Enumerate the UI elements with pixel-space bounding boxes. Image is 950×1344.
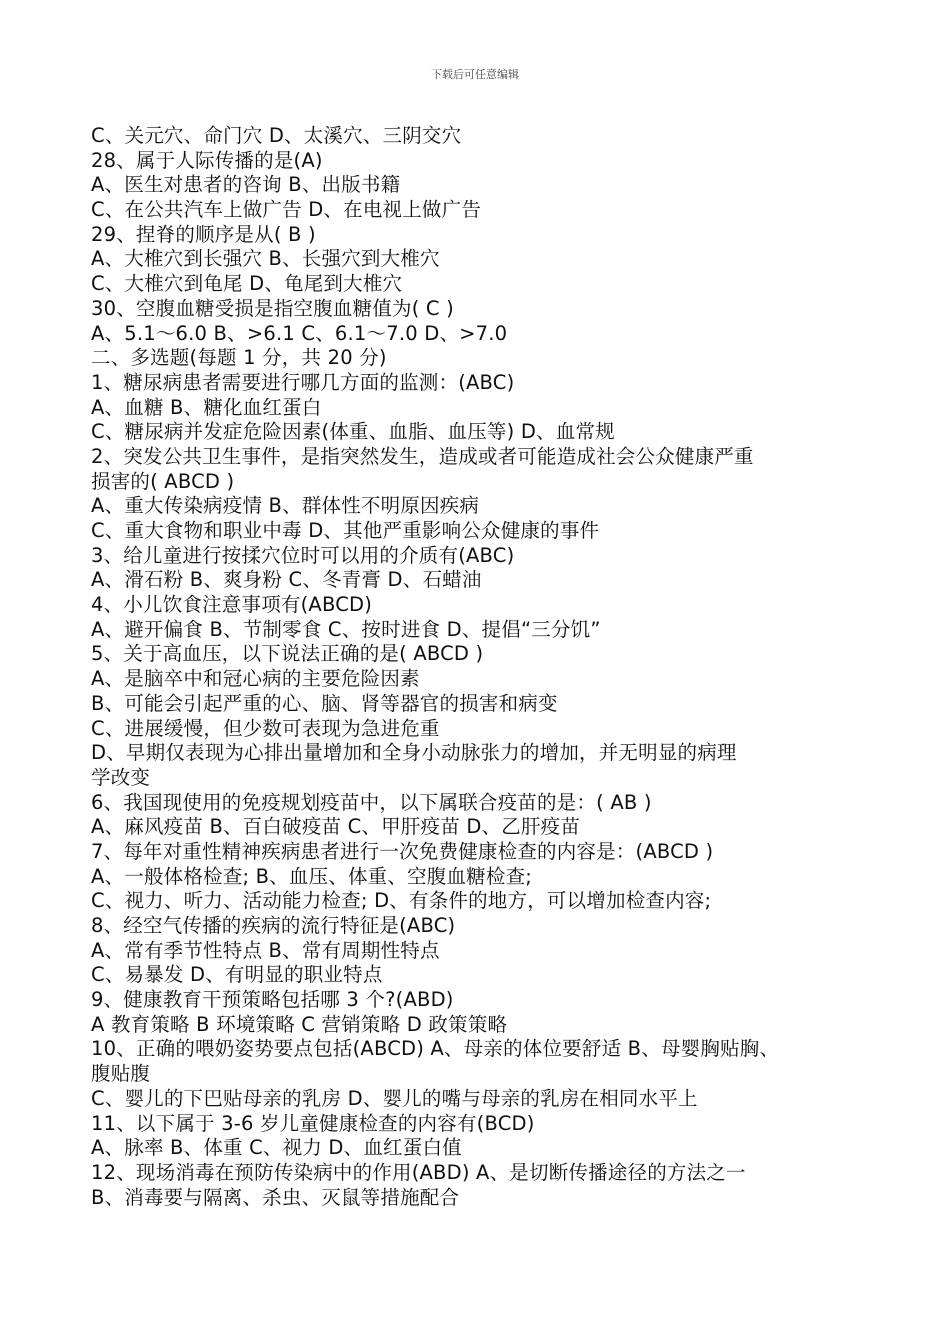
document-body [91, 124, 871, 1210]
text-line: C、视力、听力、活动能力检查; D、有条件的地方，可以增加检查内容; [91, 889, 712, 913]
text-line: A、医生对患者的咨询 B、出版书籍 [91, 173, 401, 197]
text-line: C、婴儿的下巴贴母亲的乳房 D、婴儿的嘴与母亲的乳房在相同水平上 [91, 1086, 698, 1110]
text-line: 6、我国现使用的免疫规划疫苗中，以下属联合疫苗的是：( AB ) [91, 790, 652, 814]
text-line: A 教育策略 B 环境策略 C 营销策略 D 政策策略 [91, 1012, 508, 1036]
text-line: A、常有季节性特点 B、常有周期性特点 [91, 938, 440, 962]
text-line: 11、以下属于 3-6 岁儿童健康检查的内容有(BCD) [91, 1111, 535, 1135]
text-line: 30、空腹血糖受损是指空腹血糖值为( C ) [91, 296, 454, 320]
text-line: 4、小儿饮食注意事项有(ABCD) [91, 593, 373, 617]
text-line: 1、糖尿病患者需要进行哪几方面的监测：(ABC) [91, 370, 515, 394]
text-line: C、重大食物和职业中毒 D、其他严重影响公众健康的事件 [91, 519, 600, 542]
text-line: 学改变 [91, 765, 151, 789]
text-line: 损害的( ABCD ) [91, 469, 235, 493]
text-line: C、大椎穴到龟尾 D、龟尾到大椎穴 [91, 272, 403, 296]
text-line: 9、健康教育干预策略包括哪 3 个?(ABD) [91, 988, 454, 1012]
text-line: A、一般体格检查; B、血压、体重、空腹血糖检查; [91, 864, 533, 888]
text-line: A、血糖 B、糖化血红蛋白 [91, 395, 322, 419]
text-line: 二、多选题(每题 1 分，共 20 分) [91, 346, 387, 370]
text-line: 7、每年对重性精神疾病患者进行一次免费健康检查的内容是：(ABCD ) [91, 839, 714, 863]
text-line: A、大椎穴到长强穴 B、长强穴到大椎穴 [91, 247, 440, 271]
text-line: 10、正确的喂奶姿势要点包括(ABCD) A、母亲的体位要舒适 B、母婴胸贴胸、 [91, 1037, 780, 1061]
text-line: 3、给儿童进行按揉穴位时可以用的介质有(ABC) [91, 543, 515, 567]
text-line: 2、突发公共卫生事件，是指突然发生，造成或者可能造成社会公众健康严重 [91, 444, 754, 468]
text-line: A、重大传染病疫情 B、群体性不明原因疾病 [91, 494, 480, 518]
text-line: 8、经空气传播的疾病的流行特征是(ABC) [91, 914, 456, 937]
text-line: D、早期仅表现为心排出量增加和全身小动脉张力的增加，并无明显的病理 [91, 741, 737, 765]
text-line: 12、现场消毒在预防传染病中的作用(ABD) A、是切断传播途径的方法之一 [91, 1160, 746, 1184]
text-line: C、关元穴、命门穴 D、太溪穴、三阴交穴 [91, 124, 462, 147]
text-line: C、进展缓慢，但少数可表现为急进危重 [91, 716, 440, 740]
text-line: A、脉率 B、体重 C、视力 D、血红蛋白值 [91, 1136, 462, 1160]
text-line: 5、关于高血压，以下说法正确的是( ABCD ) [91, 642, 484, 666]
text-line: 29、捏脊的顺序是从( B ) [91, 222, 316, 246]
text-line: C、易暴发 D、有明显的职业特点 [91, 963, 383, 987]
header-note: 下载后可任意编辑 [431, 68, 519, 81]
text-line: A、麻风疫苗 B、百白破疫苗 C、甲肝疫苗 D、乙肝疫苗 [91, 815, 581, 839]
text-line: 28、属于人际传播的是(A) [91, 148, 323, 172]
text-line: A、5.1～6.0 B、>6.1 C、6.1～7.0 D、>7.0 [91, 321, 508, 345]
text-line: 腹贴腹 [91, 1062, 151, 1086]
text-line: A、滑石粉 B、爽身粉 C、冬青膏 D、石蜡油 [91, 568, 482, 592]
text-line: C、在公共汽车上做广告 D、在电视上做广告 [91, 198, 482, 222]
text-line: B、消毒要与隔离、杀虫、灭鼠等措施配合 [91, 1185, 460, 1209]
text-line: B、可能会引起严重的心、脑、肾等器官的损害和病变 [91, 691, 558, 715]
text-line: A、避开偏食 B、节制零食 C、按时进食 D、提倡“三分饥” [91, 617, 601, 641]
text-line: A、是脑卒中和冠心病的主要危险因素 [91, 667, 420, 691]
text-line: C、糖尿病并发症危险因素(体重、血脂、血压等) D、血常规 [91, 420, 615, 444]
